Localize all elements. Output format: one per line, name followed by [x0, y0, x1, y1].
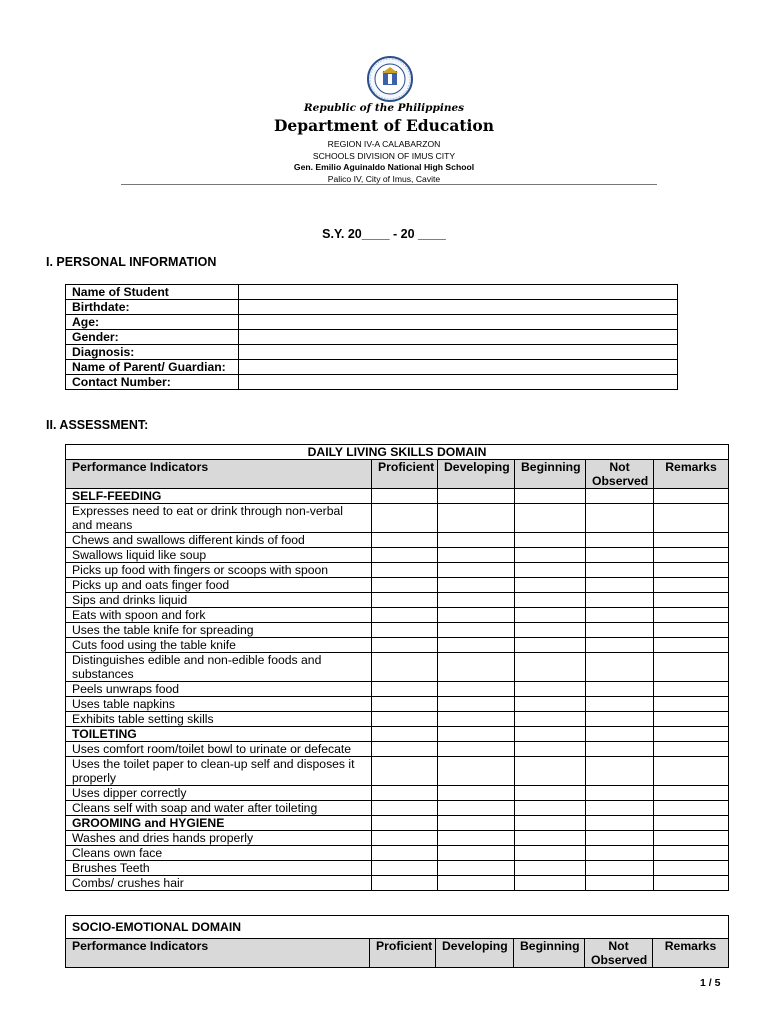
deped-seal-logo: [362, 55, 418, 103]
rating-cell[interactable]: [586, 831, 654, 846]
rating-cell[interactable]: [515, 786, 586, 801]
rating-cell[interactable]: [515, 653, 586, 682]
rating-cell[interactable]: [586, 489, 654, 504]
rating-cell[interactable]: [654, 786, 729, 801]
rating-cell[interactable]: [438, 593, 515, 608]
rating-cell[interactable]: [372, 861, 438, 876]
rating-cell[interactable]: [438, 638, 515, 653]
rating-cell[interactable]: [438, 712, 515, 727]
indicator-label: Uses comfort room/toilet bowl to urinate or defecate: [66, 742, 372, 757]
col-proficient: Proficient: [372, 460, 438, 489]
personal-info-row: [66, 345, 678, 360]
personal-info-heading: I. PERSONAL INFORMATION: [46, 255, 217, 269]
rating-cell[interactable]: [438, 682, 515, 697]
rating-cell[interactable]: [654, 742, 729, 757]
domain-title: SOCIO-EMOTIONAL DOMAIN: [66, 916, 729, 939]
school-address: Palico IV, City of Imus, Cavite: [327, 174, 441, 184]
category-label: SELF-FEEDING: [66, 489, 372, 504]
indicator-row: [66, 742, 729, 757]
rating-cell[interactable]: [515, 876, 586, 891]
rating-cell[interactable]: [438, 742, 515, 757]
rating-cell[interactable]: [654, 623, 729, 638]
rating-cell[interactable]: [372, 801, 438, 816]
column-header-row: [66, 460, 729, 489]
rating-cell[interactable]: [438, 831, 515, 846]
rating-cell[interactable]: [372, 816, 438, 831]
indicator-row: [66, 697, 729, 712]
col-proficient: Proficient: [370, 939, 436, 968]
indicator-label: Picks up and oats finger food: [66, 578, 372, 593]
field-label: Name of Parent/ Guardian:: [66, 360, 239, 375]
rating-cell[interactable]: [372, 593, 438, 608]
rating-cell[interactable]: [654, 563, 729, 578]
rating-cell[interactable]: [438, 563, 515, 578]
rating-cell[interactable]: [438, 504, 515, 533]
indicator-label: Eats with spoon and fork: [66, 608, 372, 623]
field-label: Age:: [66, 315, 239, 330]
rating-cell[interactable]: [586, 727, 654, 742]
rating-cell[interactable]: [654, 697, 729, 712]
rating-cell[interactable]: [515, 861, 586, 876]
rating-cell[interactable]: [586, 593, 654, 608]
indicator-label: Distinguishes edible and non-edible foods and substances: [66, 653, 372, 682]
rating-cell[interactable]: [586, 608, 654, 623]
personal-info-row: [66, 330, 678, 345]
assessment-heading: II. ASSESSMENT:: [46, 418, 149, 432]
rating-cell[interactable]: [372, 638, 438, 653]
indicator-label: Brushes Teeth: [66, 861, 372, 876]
col-beginning: Beginning: [514, 939, 585, 968]
indicator-row: [66, 682, 729, 697]
indicator-row: [66, 608, 729, 623]
rating-cell[interactable]: [586, 653, 654, 682]
rating-cell[interactable]: [515, 563, 586, 578]
category-row: [66, 816, 729, 831]
header-divider: [121, 184, 657, 185]
col-performance-indicators: Performance Indicators: [66, 939, 370, 968]
rating-cell[interactable]: [654, 593, 729, 608]
indicator-row: [66, 578, 729, 593]
indicator-row: [66, 548, 729, 563]
rating-cell[interactable]: [515, 489, 586, 504]
indicator-row: [66, 653, 729, 682]
rating-cell[interactable]: [586, 563, 654, 578]
rating-cell[interactable]: [586, 623, 654, 638]
rating-cell[interactable]: [438, 697, 515, 712]
field-value-cell[interactable]: [239, 375, 678, 390]
rating-cell[interactable]: [515, 593, 586, 608]
rating-cell[interactable]: [438, 489, 515, 504]
rating-cell[interactable]: [654, 638, 729, 653]
rating-cell[interactable]: [654, 548, 729, 563]
rating-cell[interactable]: [515, 548, 586, 563]
indicator-label: Sips and drinks liquid: [66, 593, 372, 608]
rating-cell[interactable]: [654, 653, 729, 682]
rating-cell[interactable]: [586, 548, 654, 563]
col-remarks: Remarks: [653, 939, 729, 968]
personal-info-row: [66, 300, 678, 315]
region-line: REGION IV-A CALABARZON: [327, 139, 441, 149]
indicator-label: Uses table napkins: [66, 697, 372, 712]
rating-cell[interactable]: [654, 682, 729, 697]
rating-cell[interactable]: [515, 742, 586, 757]
rating-cell[interactable]: [372, 712, 438, 727]
rating-cell[interactable]: [372, 876, 438, 891]
rating-cell[interactable]: [372, 563, 438, 578]
domain-title: DAILY LIVING SKILLS DOMAIN: [66, 445, 729, 460]
indicator-row: [66, 712, 729, 727]
field-value-cell[interactable]: [239, 345, 678, 360]
rating-cell[interactable]: [654, 757, 729, 786]
field-value-cell[interactable]: [239, 300, 678, 315]
indicator-row: [66, 563, 729, 578]
rating-cell[interactable]: [654, 608, 729, 623]
school-year: S.Y. 20____ - 20 ____: [322, 227, 446, 241]
indicator-row: [66, 593, 729, 608]
rating-cell[interactable]: [438, 623, 515, 638]
rating-cell[interactable]: [372, 504, 438, 533]
indicator-row: [66, 846, 729, 861]
field-value-cell[interactable]: [239, 285, 678, 300]
indicator-label: Exhibits table setting skills: [66, 712, 372, 727]
division-line: SCHOOLS DIVISION OF IMUS CITY: [312, 151, 456, 161]
indicator-label: Swallows liquid like soup: [66, 548, 372, 563]
rating-cell[interactable]: [438, 876, 515, 891]
rating-cell[interactable]: [515, 816, 586, 831]
rating-cell[interactable]: [372, 653, 438, 682]
rating-cell[interactable]: [372, 786, 438, 801]
rating-cell[interactable]: [438, 861, 515, 876]
socio-emotional-table: [65, 915, 729, 968]
indicator-label: Cleans own face: [66, 846, 372, 861]
rating-cell[interactable]: [372, 697, 438, 712]
rating-cell[interactable]: [438, 846, 515, 861]
rating-cell[interactable]: [515, 623, 586, 638]
rating-cell[interactable]: [438, 801, 515, 816]
rating-cell[interactable]: [372, 578, 438, 593]
rating-cell[interactable]: [438, 578, 515, 593]
col-not-observed: Not Observed: [585, 939, 653, 968]
rating-cell[interactable]: [438, 786, 515, 801]
rating-cell[interactable]: [515, 682, 586, 697]
indicator-row: [66, 623, 729, 638]
republic-line: Republic of the Philippines: [303, 102, 465, 114]
indicator-label: Peels unwraps food: [66, 682, 372, 697]
rating-cell[interactable]: [654, 801, 729, 816]
indicator-row: [66, 831, 729, 846]
column-header-row: [66, 939, 729, 968]
indicator-label: Picks up food with fingers or scoops with spoon: [66, 563, 372, 578]
indicator-label: Expresses need to eat or drink through non-verbal and means: [66, 504, 372, 533]
rating-cell[interactable]: [515, 697, 586, 712]
page-number: 1 / 5: [700, 977, 721, 989]
rating-cell[interactable]: [586, 861, 654, 876]
indicator-label: Uses the table knife for spreading: [66, 623, 372, 638]
rating-cell[interactable]: [438, 757, 515, 786]
rating-cell[interactable]: [515, 533, 586, 548]
category-label: GROOMING and HYGIENE: [66, 816, 372, 831]
indicator-label: Combs/ crushes hair: [66, 876, 372, 891]
rating-cell[interactable]: [586, 533, 654, 548]
rating-cell[interactable]: [438, 653, 515, 682]
rating-cell[interactable]: [654, 578, 729, 593]
rating-cell[interactable]: [438, 548, 515, 563]
rating-cell[interactable]: [654, 727, 729, 742]
field-label: Birthdate:: [66, 300, 239, 315]
field-label: Name of Student: [66, 285, 239, 300]
rating-cell[interactable]: [438, 533, 515, 548]
rating-cell[interactable]: [586, 801, 654, 816]
rating-cell[interactable]: [515, 757, 586, 786]
rating-cell[interactable]: [515, 727, 586, 742]
rating-cell[interactable]: [586, 846, 654, 861]
rating-cell[interactable]: [515, 608, 586, 623]
indicator-row: [66, 757, 729, 786]
category-row: [66, 727, 729, 742]
field-label: Gender:: [66, 330, 239, 345]
personal-info-row: [66, 285, 678, 300]
personal-info-table: [65, 284, 678, 390]
field-value-cell[interactable]: [239, 330, 678, 345]
rating-cell[interactable]: [586, 786, 654, 801]
field-label: Diagnosis:: [66, 345, 239, 360]
rating-cell[interactable]: [654, 489, 729, 504]
col-developing: Developing: [436, 939, 514, 968]
rating-cell[interactable]: [654, 504, 729, 533]
rating-cell[interactable]: [654, 816, 729, 831]
field-label: Contact Number:: [66, 375, 239, 390]
category-row: [66, 489, 729, 504]
rating-cell[interactable]: [654, 831, 729, 846]
rating-cell[interactable]: [438, 816, 515, 831]
rating-cell[interactable]: [654, 712, 729, 727]
department-title: Department of Education: [273, 116, 495, 135]
rating-cell[interactable]: [515, 831, 586, 846]
rating-cell[interactable]: [372, 742, 438, 757]
rating-cell[interactable]: [515, 638, 586, 653]
school-name: Gen. Emilio Aguinaldo National High School: [293, 162, 475, 172]
rating-cell[interactable]: [586, 876, 654, 891]
rating-cell[interactable]: [372, 489, 438, 504]
personal-info-row: [66, 375, 678, 390]
daily-living-skills-table: [65, 444, 729, 891]
indicator-label: Cuts food using the table knife: [66, 638, 372, 653]
rating-cell[interactable]: [586, 816, 654, 831]
indicator-row: [66, 801, 729, 816]
rating-cell[interactable]: [586, 504, 654, 533]
rating-cell[interactable]: [372, 727, 438, 742]
personal-info-row: [66, 360, 678, 375]
col-developing: Developing: [438, 460, 515, 489]
indicator-row: [66, 533, 729, 548]
field-value-cell[interactable]: [239, 315, 678, 330]
indicator-row: [66, 876, 729, 891]
rating-cell[interactable]: [586, 712, 654, 727]
rating-cell[interactable]: [654, 533, 729, 548]
rating-cell[interactable]: [372, 548, 438, 563]
rating-cell[interactable]: [515, 504, 586, 533]
rating-cell[interactable]: [586, 757, 654, 786]
rating-cell[interactable]: [372, 623, 438, 638]
col-remarks: Remarks: [654, 460, 729, 489]
rating-cell[interactable]: [372, 846, 438, 861]
rating-cell[interactable]: [515, 712, 586, 727]
col-beginning: Beginning: [515, 460, 586, 489]
indicator-label: Uses the toilet paper to clean-up self and disposes it properly: [66, 757, 372, 786]
personal-info-row: [66, 315, 678, 330]
rating-cell[interactable]: [586, 742, 654, 757]
indicator-row: [66, 786, 729, 801]
rating-cell[interactable]: [586, 578, 654, 593]
indicator-row: [66, 638, 729, 653]
indicator-label: Cleans self with soap and water after toileting: [66, 801, 372, 816]
rating-cell[interactable]: [372, 608, 438, 623]
indicator-row: [66, 504, 729, 533]
indicator-label: Chews and swallows different kinds of food: [66, 533, 372, 548]
rating-cell[interactable]: [515, 578, 586, 593]
rating-cell[interactable]: [515, 801, 586, 816]
rating-cell[interactable]: [654, 876, 729, 891]
category-label: TOILETING: [66, 727, 372, 742]
rating-cell[interactable]: [438, 727, 515, 742]
rating-cell[interactable]: [654, 861, 729, 876]
rating-cell[interactable]: [586, 638, 654, 653]
rating-cell[interactable]: [438, 608, 515, 623]
rating-cell[interactable]: [515, 846, 586, 861]
rating-cell[interactable]: [654, 846, 729, 861]
rating-cell[interactable]: [372, 757, 438, 786]
indicator-row: [66, 861, 729, 876]
rating-cell[interactable]: [372, 533, 438, 548]
rating-cell[interactable]: [586, 697, 654, 712]
indicator-label: Washes and dries hands properly: [66, 831, 372, 846]
col-not-observed: Not Observed: [586, 460, 654, 489]
field-value-cell[interactable]: [239, 360, 678, 375]
rating-cell[interactable]: [372, 831, 438, 846]
rating-cell[interactable]: [372, 682, 438, 697]
rating-cell[interactable]: [586, 682, 654, 697]
col-performance-indicators: Performance Indicators: [66, 460, 372, 489]
indicator-label: Uses dipper correctly: [66, 786, 372, 801]
